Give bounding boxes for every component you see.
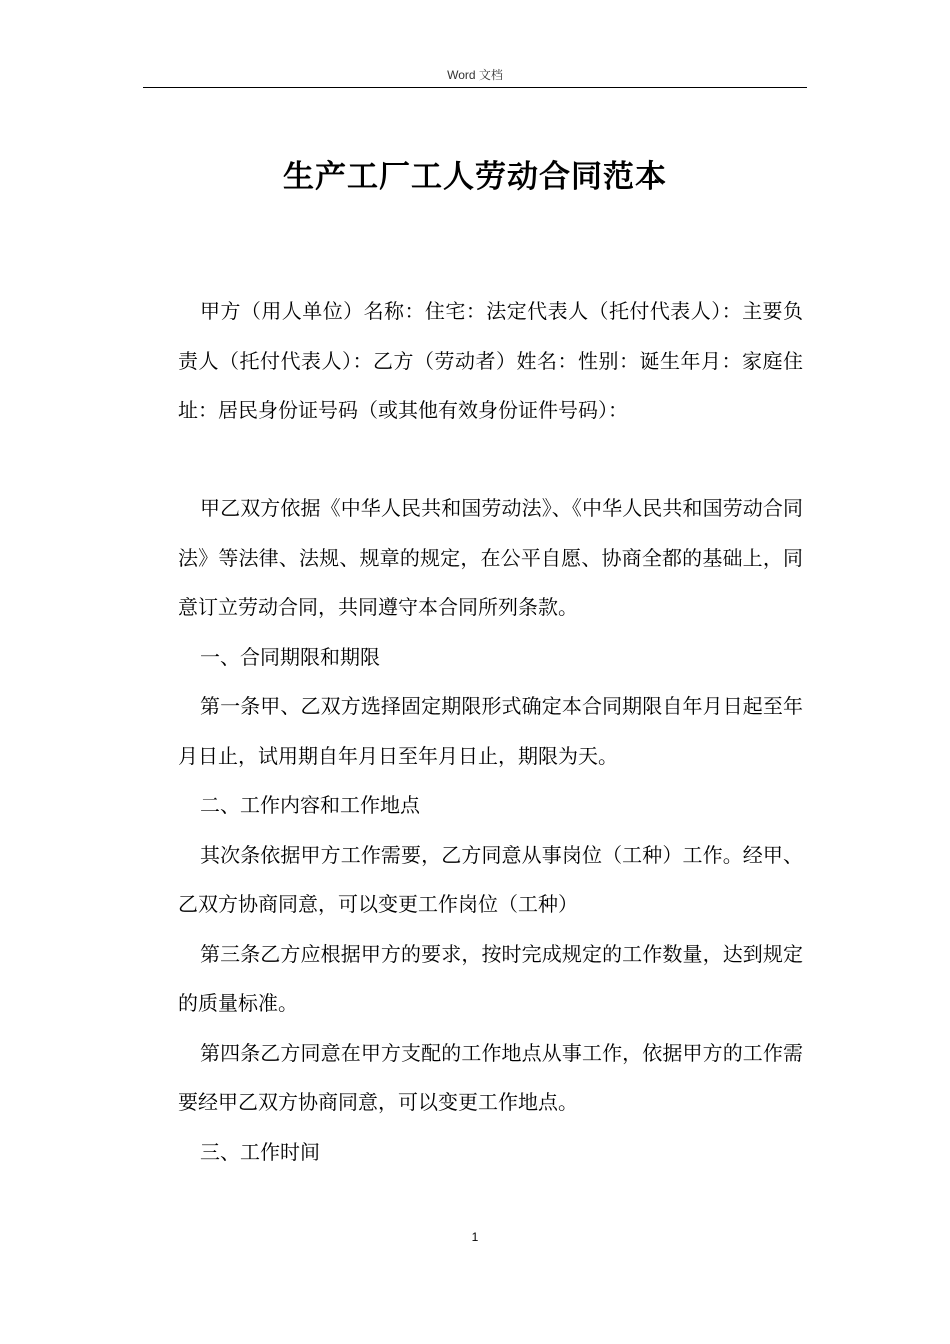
page-header: Word 文档 bbox=[447, 68, 503, 82]
section-heading-hours: 三、工作时间 bbox=[200, 1139, 320, 1164]
header-divider bbox=[143, 87, 807, 88]
article-1-paragraph: 第一条甲、乙双方选择固定期限形式确定本合同期限自年月日起至年月日止，试用期自年月日至年月日止，期限为天。 bbox=[178, 694, 803, 768]
section-heading-term: 一、合同期限和期限 bbox=[200, 644, 380, 669]
preamble-paragraph: 甲乙双方依据《中华人民共和国劳动法》、《中华人民共和国劳动合同法》等法律、法规、规章的规定，在公平自愿、协商全都的基础上，同意订立劳动合同，共同遵守本合同所列条款。 bbox=[178, 496, 803, 619]
page-number: 1 bbox=[471, 1230, 479, 1244]
section-heading-work: 二、工作内容和工作地点 bbox=[200, 793, 420, 817]
article-4-paragraph: 第四条乙方同意在甲方支配的工作地点从事工作，依据甲方的工作需要经甲乙双方协商同意，可以变更工作地点。 bbox=[178, 1040, 803, 1114]
article-3-paragraph: 第三条乙方应根据甲方的要求，按时完成规定的工作数量，达到规定的质量标准。 bbox=[178, 941, 803, 1015]
party-info-section bbox=[178, 287, 803, 436]
party-info-paragraph: 甲方（用人单位）名称：住宅：法定代表人（托付代表人）：主要负责人（托付代表人）：乙方（劳动者）姓名：性别：诞生年月：家庭住址：居民身份证号码（或其他有效身份证件号码）： bbox=[178, 299, 803, 422]
document-title: 生产工厂工人劳动合同范本 bbox=[283, 159, 667, 195]
contract-body bbox=[178, 484, 803, 1177]
article-2-paragraph: 其次条依据甲方工作需要，乙方同意从事岗位（工种）工作。经甲、乙双方协商同意，可以变更工作岗位（工种） bbox=[178, 842, 803, 916]
